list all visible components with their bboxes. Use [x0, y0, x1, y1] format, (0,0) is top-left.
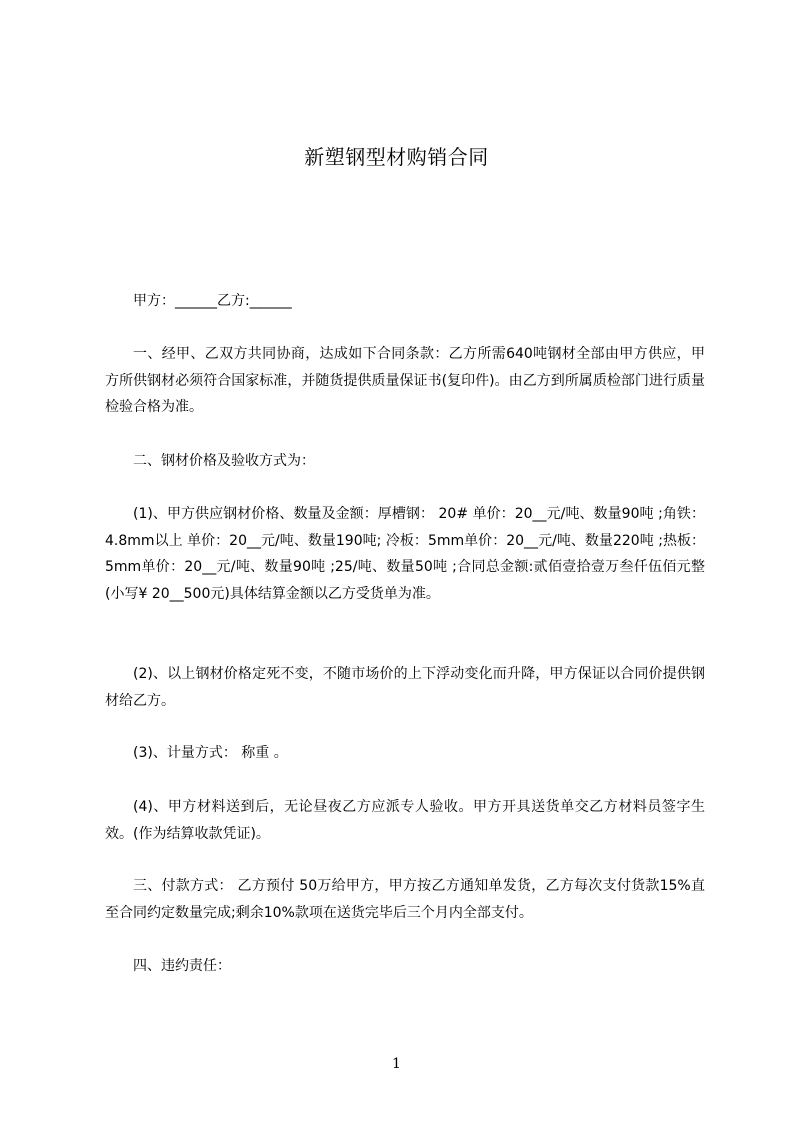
clause-2-item-4: (4)、甲方材料送到后，无论昼夜乙方应派专人验收。甲方开具送货单交乙方材料员签字生效。(作为结算收款凭证)。: [105, 799, 705, 842]
parties-line: 甲方：______乙方:______: [133, 293, 292, 309]
clause-2-item-1: (1)、甲方供应钢材价格、数量及金额：厚槽钢： 20# 单价：20__元/吨、数量90吨 ;角铁：4.8mm以上 单价：20__元/吨、数量190吨; 冷板：5mm单价：20__元/吨、数量220吨 ;热板：5mm单价：20__元/吨、数量90吨 ;25/吨、数量50吨 ;合同总金额:贰佰壹拾壹万叁仟伍佰元整(小写¥ 20__500元)具体结算金额以乙方受货单为准。: [105, 506, 705, 602]
clause-2-item-3: (3)、计量方式： 称重 。: [133, 745, 288, 761]
document-title: 新塑钢型材购销合同: [304, 145, 489, 169]
clause-4-heading: 四、违约责任：: [133, 958, 231, 974]
clause-2-heading: 二、钢材价格及验收方式为：: [133, 453, 315, 469]
clause-1-paragraph: 一、经甲、乙双方共同协商，达成如下合同条款：乙方所需640吨钢材全部由甲方供应，甲方所供钢材必须符合国家标准，并随货提供质量保证书(复印件)。由乙方到所属质检部门进行质量检验合格为准。: [105, 346, 705, 415]
clause-2-item-2: (2)、以上钢材价格定死不变，不随市场价的上下浮动变化而升降，甲方保证以合同价提供钢材给乙方。: [105, 666, 705, 709]
clause-3-paragraph: 三、付款方式： 乙方预付 50万给甲方，甲方按乙方通知单发货，乙方每次支付货款15%直至合同约定数量完成;剩余10%款项在送货完毕后三个月内全部支付。: [105, 878, 705, 921]
page-number: 1: [392, 1056, 401, 1072]
